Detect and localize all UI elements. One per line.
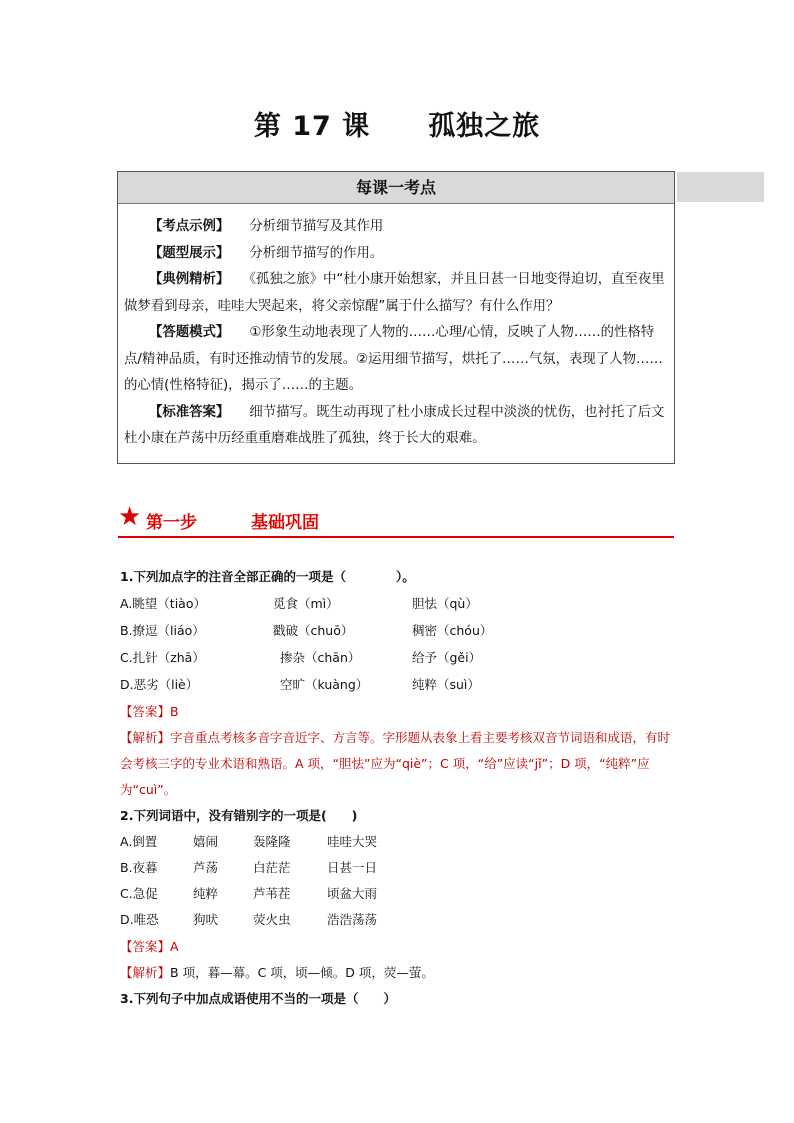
page-title <box>0 104 794 143</box>
question-2-option-c: C.急促 纯粹 芦苇茬 顷盆大雨 <box>120 886 378 901</box>
question-1-option-b: B.撩逗（liáo） 戳破（chuō） 稠密（chóu） <box>120 623 493 638</box>
question-2-option-d: D.唯恐 狗吠 荧火虫 浩浩荡荡 <box>120 912 378 927</box>
keypoint-row-answer: 【标准答案】 细节描写。既生动再现了杜小康成长过程中淡淡的忧伤，也衬托了后文杜小康在芦荡中历经重重磨难战胜了孤独，终于长大的艰难。 <box>124 404 665 446</box>
question-1-option-c: C.扎针（zhā） 掺杂（chān） 给予（gěi） <box>120 650 482 665</box>
questions <box>120 564 676 1012</box>
question-1-answer: 【答案】B <box>120 704 179 719</box>
question-2-option-b: B.夜暮 芦荡 白茫茫 日甚一日 <box>120 860 378 875</box>
keypoint-box <box>117 171 675 464</box>
question-1-explanation: 【解析】字音重点考核多音字音近字、方言等。字形题从表象上看主要考核双音节词语和成语，有时会考核三字的专业术语和熟语。A 项，“胆怯”应为“qiè”；C 项，“给”应读“jǐ”；D 项，“纯粹”应为“cuì”。 <box>120 730 671 797</box>
keypoint-row-analysis: 【典例精析】 《孤独之旅》中“杜小康开始想家，并且日甚一日地变得迫切，直至夜里做梦看到母亲，哇哇大哭起来，将父亲惊醒”属于什么描写？有什么作用？ <box>124 272 665 314</box>
question-1-option-a: A.眺望（tiào） 觅食（mì） 胆怯（qù） <box>120 596 478 611</box>
section-title: 基础巩固 <box>251 513 319 533</box>
section-step-label: 第一步 <box>146 513 197 533</box>
keypoint-row-pattern: 【答题模式】 ①形象生动地表现了人物的……心理/心情，反映了人物……的性格特点/精神品质，有时还推动情节的发展。②运用细节描写，烘托了……气氛，表现了人物……的心情(性格特征)，揭示了……的主题。 <box>124 325 663 393</box>
lesson-name: 孤独之旅 <box>428 111 541 142</box>
question-2-answer: 【答案】A <box>120 939 179 954</box>
section-heading <box>118 504 674 538</box>
keypoint-row-type: 【题型展示】 分析细节描写的作用。 <box>149 245 384 261</box>
question-2-stem: 2.下列词语中，没有错别字的一项是( ) <box>120 808 358 823</box>
keypoint-row-example: 【考点示例】 分析细节描写及其作用 <box>149 219 384 234</box>
star-icon: ★ <box>118 502 142 532</box>
question-3-stem: 3.下列句子中加点成语使用不当的一项是（ ） <box>120 991 396 1006</box>
question-2-explanation: 【解析】B 项，暮—幕。C 项，顷—倾。D 项，荧—萤。 <box>120 965 434 980</box>
question-1-option-d: D.恶劣（liè） 空旷（kuàng） 纯粹（suì） <box>120 677 480 692</box>
lesson-number: 第 17 课 <box>253 111 371 142</box>
header-bar-extension <box>677 172 764 202</box>
question-2-option-a: A.倒置 嬉闹 轰隆隆 哇哇大哭 <box>120 834 378 849</box>
keypoint-box-header: 每课一考点 <box>118 172 674 204</box>
question-1-stem: 1.下列加点字的注音全部正确的一项是（ ）。 <box>120 569 415 584</box>
